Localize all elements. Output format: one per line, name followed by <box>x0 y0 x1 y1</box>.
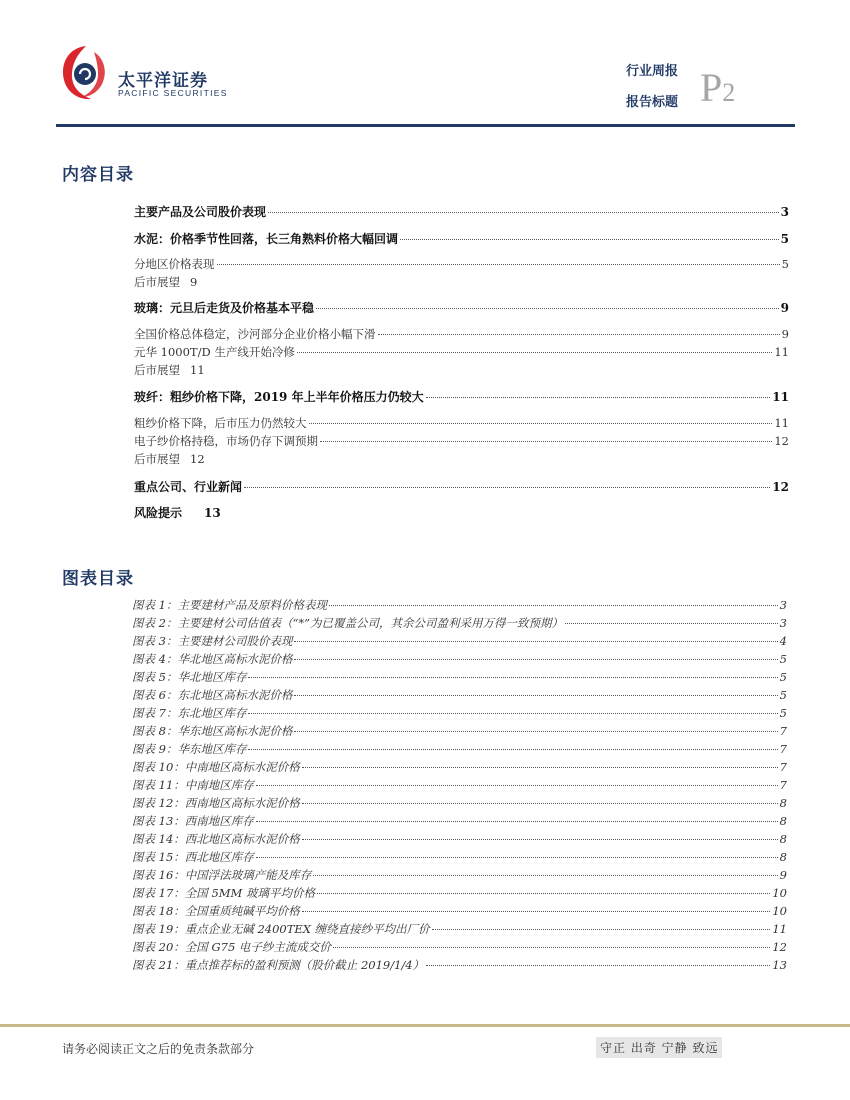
figure-entry[interactable] <box>132 831 787 847</box>
figure-leader <box>256 821 778 822</box>
page-number <box>700 65 736 110</box>
toc-leader <box>426 397 771 398</box>
toc-entry-page: 11 <box>774 416 789 430</box>
pacific-securities-logo-icon <box>58 42 110 102</box>
footer-divider <box>0 1024 850 1027</box>
figure-leader <box>302 803 778 804</box>
toc-entry[interactable] <box>134 415 789 431</box>
figure-leader <box>565 623 778 624</box>
toc-entry[interactable] <box>134 344 789 360</box>
figure-leader <box>248 677 777 678</box>
figure-entry-text: 图表 18：全国重质纯碱平均价格 <box>132 904 300 918</box>
toc-entry-text: 玻璃：元旦后走货及价格基本平稳 <box>134 301 315 315</box>
figure-leader <box>426 965 770 966</box>
toc-entry-page: 5 <box>781 257 789 271</box>
toc-leader <box>400 239 779 240</box>
figure-entry[interactable] <box>132 741 787 757</box>
report-type: 行业周报 <box>626 64 679 79</box>
figure-entry[interactable] <box>132 615 787 631</box>
figure-entry-text: 图表 21：重点推荐标的盈利预测（股价截止 2019/1/4） <box>132 958 425 972</box>
figure-entry[interactable] <box>132 903 787 919</box>
figure-entry-text: 图表 20：全国 G75 电子纱主流成交价 <box>132 940 331 954</box>
figure-entry[interactable] <box>132 885 787 901</box>
toc-entry-text: 元华 1000T/D 生产线开始冷修 <box>134 345 295 359</box>
figure-entry-page: 13 <box>772 958 787 972</box>
figure-leader <box>302 839 778 840</box>
toc-entry[interactable] <box>134 230 789 247</box>
toc-leader <box>320 441 772 442</box>
figure-entry-page: 5 <box>779 652 787 666</box>
figure-entry[interactable] <box>132 777 787 793</box>
toc-entry-page: 9 <box>781 327 789 341</box>
figure-entry-page: 5 <box>779 706 787 720</box>
toc-entry[interactable] <box>134 299 789 316</box>
figure-entry[interactable] <box>132 795 787 811</box>
figure-entry-text: 图表 16：中国浮法玻璃产能及库存 <box>132 868 312 882</box>
figure-entry-page: 9 <box>779 868 787 882</box>
figure-leader <box>302 767 778 768</box>
figure-entry[interactable] <box>132 939 787 955</box>
toc-entry-text: 后市展望 <box>134 363 180 377</box>
toc-entry-page: 11 <box>190 363 205 377</box>
toc-leader <box>309 423 773 424</box>
toc-entry-text: 水泥：价格季节性回落，长三角熟料价格大幅回调 <box>134 232 399 246</box>
figure-entry-page: 8 <box>779 850 787 864</box>
figure-entry[interactable] <box>132 597 787 613</box>
figures-heading: 图表目录 <box>62 569 134 589</box>
figure-entry-page: 10 <box>772 886 787 900</box>
figure-entry-text: 图表 5：华北地区库存 <box>132 670 247 684</box>
figure-entry[interactable] <box>132 705 787 721</box>
toc-entry-text: 粗纱价格下降，后市压力仍然较大 <box>134 416 307 430</box>
toc-entry[interactable] <box>134 388 789 405</box>
figure-entry-text: 图表 6：东北地区高标水泥价格 <box>132 688 293 702</box>
figure-entry-page: 3 <box>779 598 787 612</box>
figure-leader <box>333 947 770 948</box>
toc-entry-page: 11 <box>774 345 789 359</box>
toc-entry[interactable] <box>134 256 789 272</box>
figure-entry-page: 7 <box>779 760 787 774</box>
toc-entry[interactable] <box>134 433 789 449</box>
toc-entry-page: 5 <box>780 232 789 246</box>
figure-entry-text: 图表 1：主要建材产品及原料价格表现 <box>132 598 327 612</box>
figure-entry[interactable] <box>132 813 787 829</box>
toc-entry[interactable] <box>134 504 789 521</box>
page-number-digit: 2 <box>722 78 736 107</box>
toc-entry-text: 重点公司、行业新闻 <box>134 480 243 494</box>
toc-entry-page: 3 <box>780 205 789 219</box>
toc-leader <box>217 264 780 265</box>
figure-entry-page: 3 <box>779 616 787 630</box>
figure-entry-text: 图表 7：东北地区库存 <box>132 706 247 720</box>
figure-leader <box>294 731 777 732</box>
figure-entry[interactable] <box>132 687 787 703</box>
toc-entry-page: 12 <box>774 434 789 448</box>
figure-entry-text: 图表 3：主要建材公司股价表现 <box>132 634 293 648</box>
figure-entry-page: 8 <box>779 814 787 828</box>
figure-entry-page: 10 <box>772 904 787 918</box>
figure-leader <box>432 929 771 930</box>
figure-entry[interactable] <box>132 921 787 937</box>
footer-motto: 守正 出奇 宁静 致远 <box>596 1037 722 1058</box>
figure-leader <box>248 713 777 714</box>
figure-leader <box>313 875 777 876</box>
toc-entry-text: 全国价格总体稳定，沙河部分企业价格小幅下滑 <box>134 327 376 341</box>
figure-entry-page: 4 <box>779 634 787 648</box>
figure-entry[interactable] <box>132 669 787 685</box>
toc-entry-text: 后市展望 <box>134 275 180 289</box>
figure-entry[interactable] <box>132 633 787 649</box>
figure-entry-text: 图表 19：重点企业无碱 2400TEX 缠绕直接纱平均出厂价 <box>132 922 430 936</box>
figure-leader <box>294 641 777 642</box>
toc-entry-text: 后市展望 <box>134 452 180 466</box>
figure-entry-page: 8 <box>779 796 787 810</box>
toc-leader <box>297 352 773 353</box>
figure-entry-text: 图表 17：全国 5MM 玻璃平均价格 <box>132 886 315 900</box>
figure-entry-page: 5 <box>779 670 787 684</box>
figure-entry-page: 7 <box>779 742 787 756</box>
footer-disclaimer: 请务必阅读正文之后的免责条款部分 <box>62 1042 255 1056</box>
toc-entry-page: 9 <box>190 275 198 289</box>
figure-entry-text: 图表 10：中南地区高标水泥价格 <box>132 760 300 774</box>
figure-leader <box>329 605 778 606</box>
figure-entry[interactable] <box>132 957 787 973</box>
toc-entry[interactable] <box>134 478 789 495</box>
figure-entry-text: 图表 2：主要建材公司估值表（“*”为已覆盖公司，其余公司盈利采用万得一致预期） <box>132 616 563 630</box>
toc-entry-page: 12 <box>772 480 789 494</box>
toc-entry-page: 13 <box>204 506 221 520</box>
toc-entry-page: 9 <box>780 301 789 315</box>
figure-entry[interactable] <box>132 759 787 775</box>
toc-heading: 内容目录 <box>62 165 134 185</box>
figure-entry-page: 7 <box>779 724 787 738</box>
toc-leader <box>316 308 779 309</box>
figure-entry-text: 图表 14：西北地区高标水泥价格 <box>132 832 300 846</box>
figure-leader <box>294 695 777 696</box>
figure-leader <box>248 749 777 750</box>
toc-leader <box>378 334 780 335</box>
report-title: 报告标题 <box>626 95 679 110</box>
figure-entry[interactable] <box>132 849 787 865</box>
figure-leader <box>256 785 778 786</box>
figure-entry-text: 图表 15：西北地区库存 <box>132 850 254 864</box>
figure-leader <box>256 857 778 858</box>
toc-entry[interactable] <box>134 203 789 220</box>
figure-leader <box>317 893 770 894</box>
toc-entry-page: 12 <box>190 452 205 466</box>
figure-entry[interactable] <box>132 723 787 739</box>
toc-leader <box>268 212 779 213</box>
figure-entry-text: 图表 12：西南地区高标水泥价格 <box>132 796 300 810</box>
figure-entry-text: 图表 4：华北地区高标水泥价格 <box>132 652 293 666</box>
toc-entry[interactable] <box>134 274 789 290</box>
brand-name-en: PACIFIC SECURITIES <box>118 88 228 98</box>
figure-entry-page: 7 <box>779 778 787 792</box>
toc-entry[interactable] <box>134 451 789 467</box>
toc-entry-text: 电子纱价格持稳，市场仍存下调预期 <box>134 434 318 448</box>
figure-leader <box>294 659 777 660</box>
figure-entry-page: 12 <box>772 940 787 954</box>
toc-entry[interactable] <box>134 362 789 378</box>
header-divider <box>56 124 795 127</box>
figure-entry-text: 图表 8：华东地区高标水泥价格 <box>132 724 293 738</box>
toc-leader <box>244 487 770 488</box>
figure-entry-page: 5 <box>779 688 787 702</box>
figure-entry[interactable] <box>132 651 787 667</box>
figure-entry-text: 图表 13：西南地区库存 <box>132 814 254 828</box>
figure-entry-text: 图表 9：华东地区库存 <box>132 742 247 756</box>
page-number-letter: P <box>700 65 723 110</box>
toc-entry[interactable] <box>134 326 789 342</box>
figure-entry-page: 8 <box>779 832 787 846</box>
figure-entry-page: 11 <box>772 922 787 936</box>
toc-entry-text: 玻纤：粗纱价格下降，2019 年上半年价格压力仍较大 <box>134 390 424 404</box>
toc-entry-text: 分地区价格表现 <box>134 257 215 271</box>
toc-entry-text: 主要产品及公司股价表现 <box>134 205 267 219</box>
toc-entry-page: 11 <box>772 390 789 404</box>
figure-entry-text: 图表 11：中南地区库存 <box>132 778 254 792</box>
brand-name-cn: 太平洋证券 <box>118 71 208 91</box>
toc-entry-text: 风险提示 <box>134 506 183 520</box>
figure-leader <box>302 911 771 912</box>
figure-entry[interactable] <box>132 867 787 883</box>
